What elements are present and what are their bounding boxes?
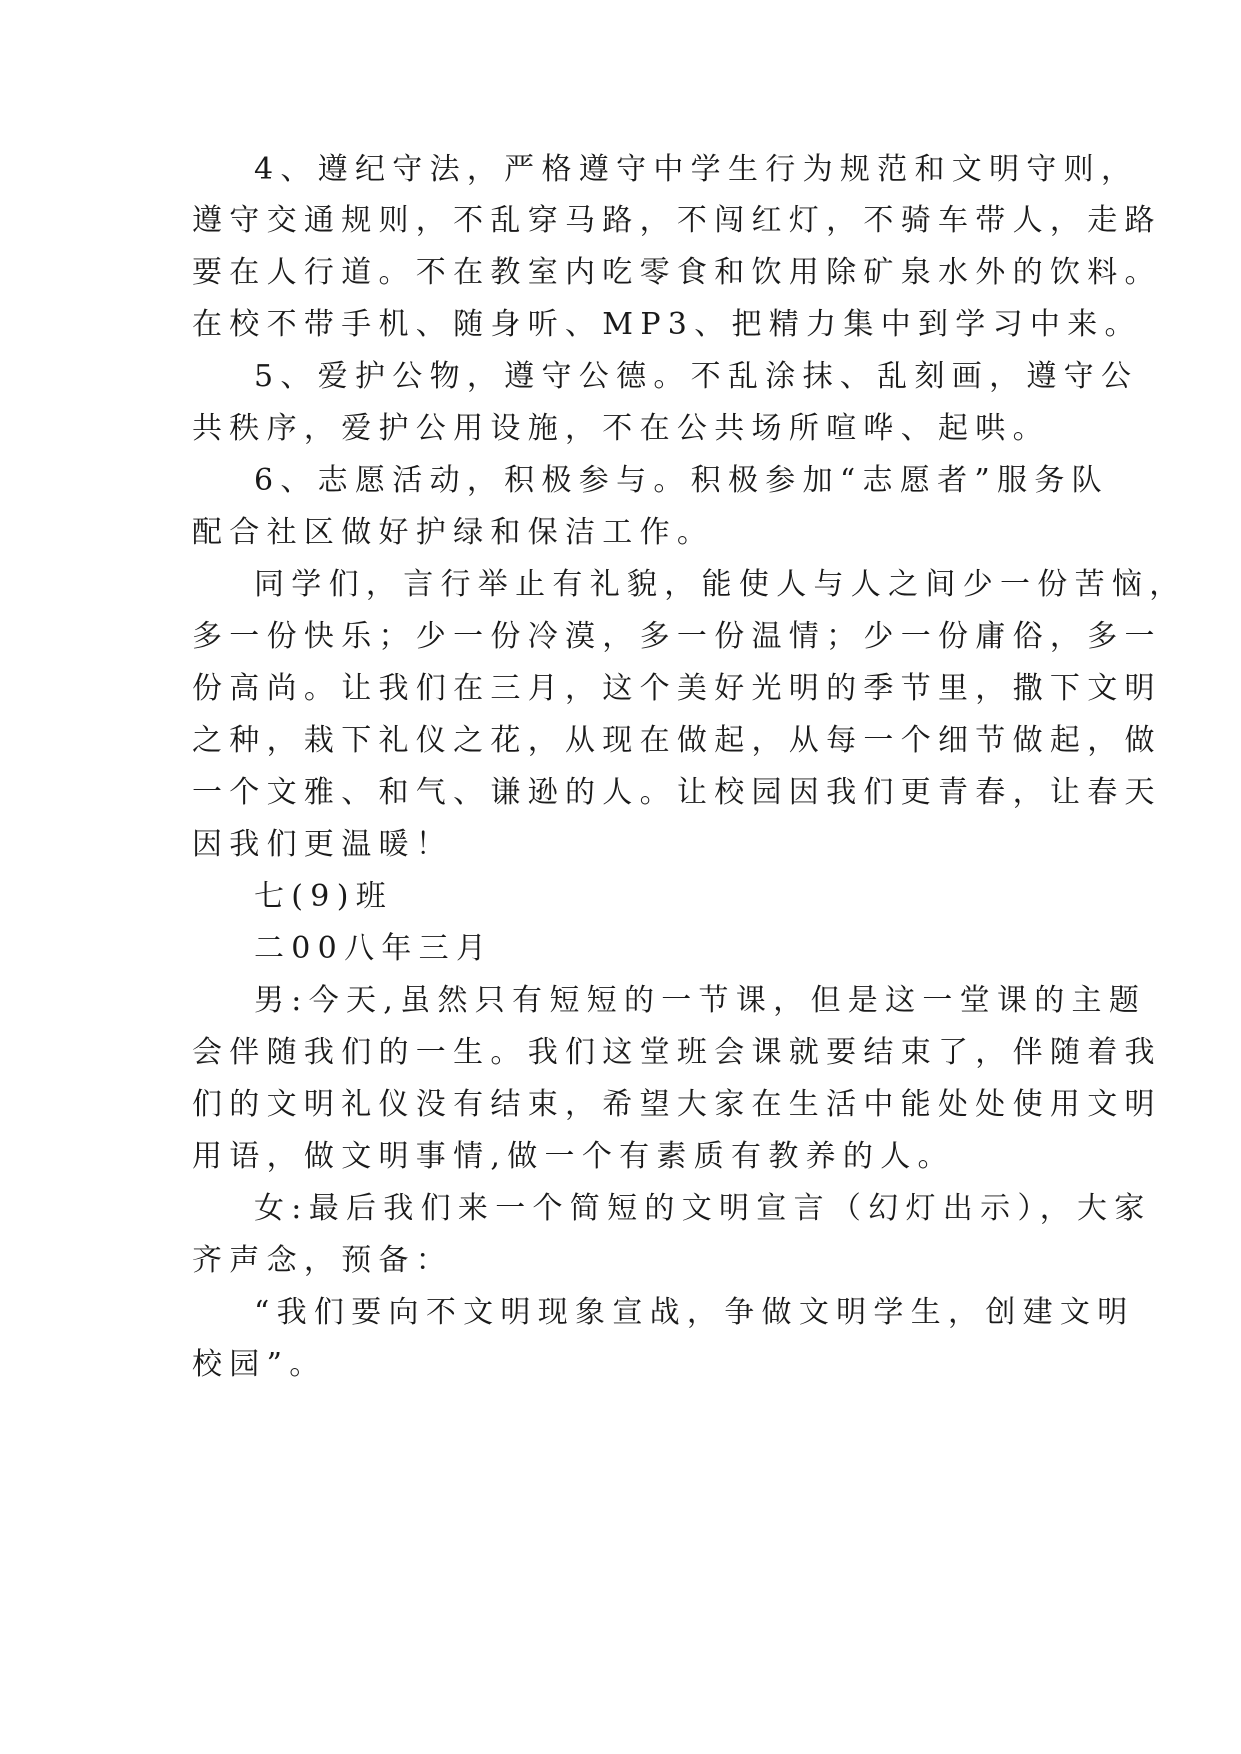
text-line: 份高尚。让我们在三月，这个美好光明的季节里，撒下文明 <box>192 671 1162 706</box>
date-label: 二00八年三月 <box>254 931 494 966</box>
text-line: 们的文明礼仪没有结束，希望大家在生活中能处处使用文明 <box>192 1087 1162 1122</box>
text-line: 在校不带手机、随身听、MP3、把精力集中到学习中来。 <box>192 307 1142 342</box>
text-line: 要在人行道。不在教室内吃零食和饮用除矿泉水外的饮料。 <box>192 255 1162 290</box>
text-line: 用语，做文明事情,做一个有素质有教养的人。 <box>192 1139 955 1174</box>
text-line: 齐声念，预备： <box>192 1243 454 1278</box>
text-line: 6、志愿活动，积极参与。积极参加“志愿者”服务队 <box>254 463 1109 498</box>
text-line: 男:今天,虽然只有短短的一节课，但是这一堂课的主题 <box>254 983 1147 1018</box>
text-line: 同学们，言行举止有礼貌，能使人与人之间少一份苦恼， <box>254 567 1187 602</box>
text-line: 会伴随我们的一生。我们这堂班会课就要结束了，伴随着我 <box>192 1035 1162 1070</box>
text-line: 4、遵纪守法，严格遵守中学生行为规范和文明守则， <box>254 152 1139 187</box>
class-label: 七(9)班 <box>254 879 393 914</box>
declaration-line: 校园”。 <box>192 1347 327 1382</box>
text-line: 因我们更温暖！ <box>192 827 454 862</box>
declaration-line: “我们要向不文明现象宣战，争做文明学生，创建文明 <box>254 1295 1135 1330</box>
text-line: 遵守交通规则，不乱穿马路，不闯红灯，不骑车带人，走路 <box>192 203 1162 238</box>
text-line: 共秩序，爱护公用设施，不在公共场所喧哗、起哄。 <box>192 411 1050 446</box>
text-line: 一个文雅、和气、谦逊的人。让校园因我们更青春，让春天 <box>192 775 1162 810</box>
text-line: 多一份快乐；少一份冷漠，多一份温情；少一份庸俗，多一 <box>192 619 1162 654</box>
text-line: 之种，栽下礼仪之花，从现在做起，从每一个细节做起，做 <box>192 723 1162 758</box>
text-line: 配合社区做好护绿和保洁工作。 <box>192 515 715 550</box>
text-line: 女:最后我们来一个简短的文明宣言（幻灯出示），大家 <box>254 1191 1152 1226</box>
text-line: 5、爱护公物，遵守公德。不乱涂抹、乱刻画，遵守公 <box>254 359 1139 394</box>
